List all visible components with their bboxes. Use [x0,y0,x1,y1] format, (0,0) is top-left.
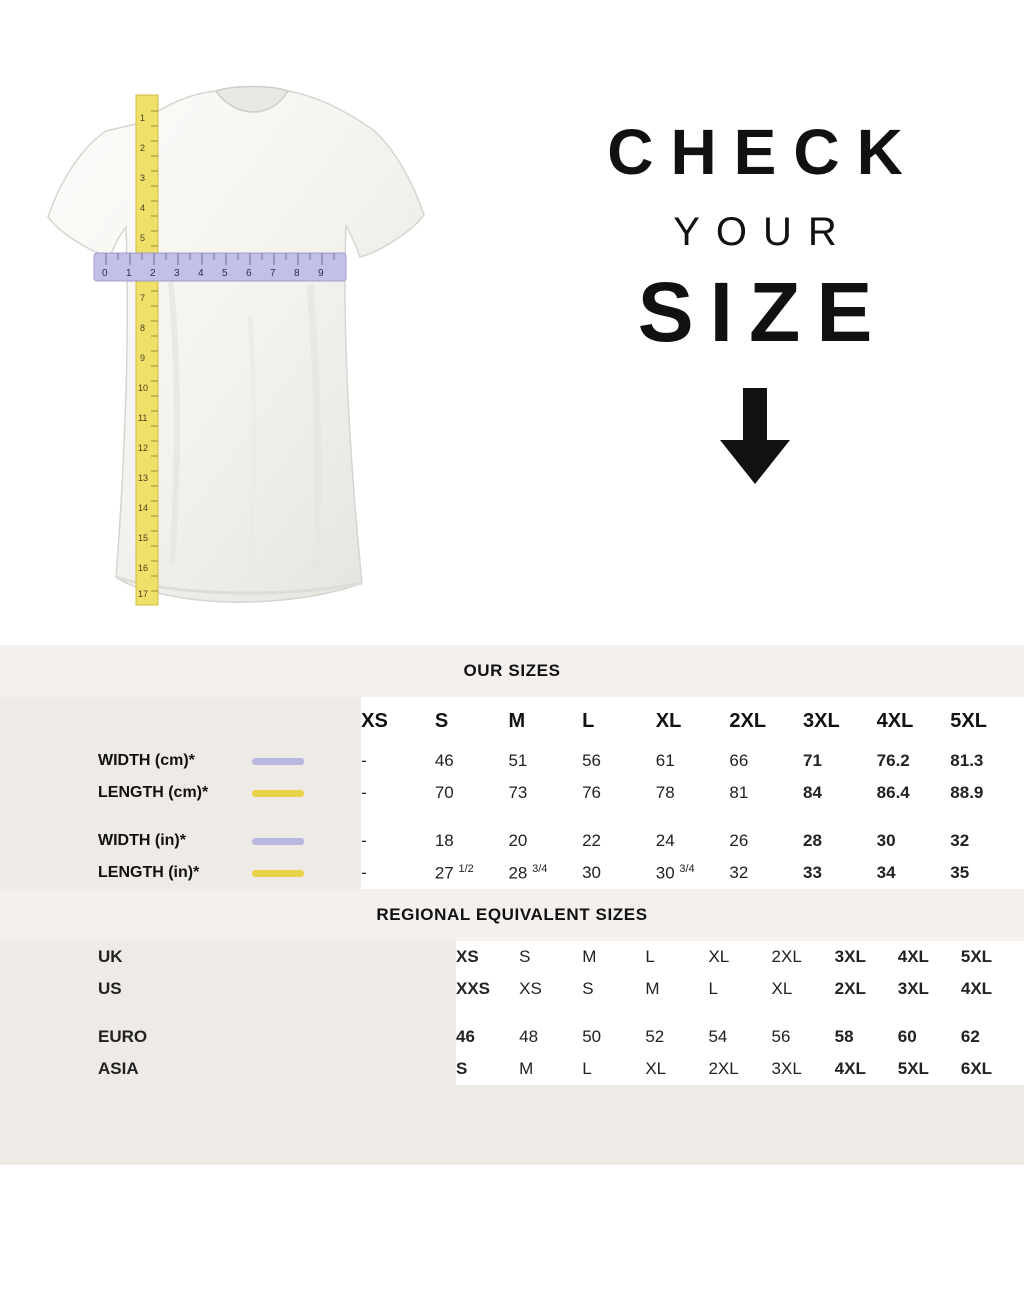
size-col-m: M [508,697,582,745]
cell: L [645,941,708,973]
arrow-down-icon [716,388,794,484]
cell: - [361,777,435,809]
svg-text:4: 4 [198,268,204,279]
row-label-text: LENGTH (in)* [98,864,200,881]
row-label-text: LENGTH (cm)* [98,784,209,801]
cell: XS [456,941,519,973]
cell: 33 [803,857,877,889]
cell: 34 [877,857,951,889]
svg-text:3: 3 [174,268,180,279]
cell: L [708,973,771,1005]
size-col-s: S [435,697,509,745]
row-label-length-cm [0,777,361,809]
cell: 76 [582,777,656,809]
cell: 81.3 [950,745,1024,777]
cell: 51 [508,745,582,777]
cell: 4XL [898,941,961,973]
svg-text:1: 1 [126,268,132,279]
header-spacer-cell [0,697,361,745]
our-sizes-title: OUR SIZES [0,645,1024,697]
cell: 22 [582,825,656,857]
row-spacer [0,1005,1024,1021]
size-col-5xl: 5XL [950,697,1024,745]
svg-text:14: 14 [138,503,149,513]
table-row [0,973,1024,1005]
row-label-uk: UK [0,941,456,973]
cell: 3XL [898,973,961,1005]
regional-sizes-title: REGIONAL EQUIVALENT SIZES [0,889,1024,941]
cell: 2XL [772,941,835,973]
cell: 30 [582,857,656,889]
headline-check: CHECK [607,116,920,188]
headline-block [520,116,990,489]
row-label-text: WIDTH (in)* [98,832,186,849]
cell: XS [519,973,582,1005]
regional-sizes-table [0,941,1024,1085]
cell: 56 [772,1021,835,1053]
cell: 52 [645,1021,708,1053]
cell: 81 [729,777,803,809]
cell: XL [708,941,771,973]
svg-text:0: 0 [102,268,108,279]
svg-text:9: 9 [140,353,146,363]
cell: 50 [582,1021,645,1053]
width-swatch-icon [252,838,304,845]
cell: 76.2 [877,745,951,777]
cell: M [519,1053,582,1085]
cell: 58 [835,1021,898,1053]
svg-text:15: 15 [138,533,149,543]
cell: 20 [508,825,582,857]
table-row [0,857,1024,889]
cell: - [361,745,435,777]
cell: XL [772,973,835,1005]
cell: 32 [729,857,803,889]
row-label-asia: ASIA [0,1053,456,1085]
cell: 88.9 [950,777,1024,809]
tshirt-graphic [20,75,490,635]
cell: 5XL [898,1053,961,1085]
cell: S [519,941,582,973]
cell: 2XL [835,973,898,1005]
headline-size: SIZE [637,265,889,359]
size-col-3xl: 3XL [803,697,877,745]
tshirt-illustration [20,75,490,635]
cell: M [582,941,645,973]
length-swatch-icon [252,870,304,877]
svg-text:7: 7 [140,293,146,303]
svg-text:9: 9 [318,268,324,279]
cell: 46 [456,1021,519,1053]
cell: 70 [435,777,509,809]
horizontal-ruler-icon [94,253,346,281]
cell: 78 [656,777,730,809]
svg-text:6: 6 [246,268,252,279]
cell: L [582,1053,645,1085]
vertical-tape-icon [136,95,158,605]
cell-length-in-xl: 30 $^{3/4}$ [656,857,730,889]
our-sizes-table [0,697,1024,889]
cell: XXS [456,973,519,1005]
cell: 73 [508,777,582,809]
svg-text:1: 1 [140,113,146,123]
svg-text:13: 13 [138,473,149,483]
cell: 4XL [961,973,1024,1005]
svg-text:10: 10 [138,383,149,393]
cell: 30 [877,825,951,857]
row-spacer [0,809,1024,825]
svg-text:4: 4 [140,203,146,213]
cell: 5XL [961,941,1024,973]
cell: - [361,825,435,857]
row-label-text: WIDTH (cm)* [98,752,195,769]
cell: 48 [519,1021,582,1053]
width-swatch-icon [252,758,304,765]
cell: 86.4 [877,777,951,809]
svg-text:2: 2 [150,268,156,279]
cell: 54 [708,1021,771,1053]
table-row [0,1021,1024,1053]
svg-text:11: 11 [138,413,148,423]
row-label-us: US [0,973,456,1005]
svg-text:7: 7 [270,268,276,279]
cell: 71 [803,745,877,777]
cell: 24 [656,825,730,857]
cell: 84 [803,777,877,809]
size-col-xl: XL [656,697,730,745]
svg-text:3: 3 [140,173,146,183]
cell: 62 [961,1021,1024,1053]
svg-text:5: 5 [140,233,146,243]
cell: S [582,973,645,1005]
cell: 6XL [961,1053,1024,1085]
svg-text:12: 12 [138,443,149,453]
svg-text:2: 2 [140,143,146,153]
size-col-xs: XS [361,697,435,745]
table-row [0,777,1024,809]
cell: 60 [898,1021,961,1053]
table-row [0,1053,1024,1085]
table-row [0,745,1024,777]
cell: 4XL [835,1053,898,1085]
size-col-4xl: 4XL [877,697,951,745]
size-table-section [0,645,1024,1165]
cell: S [456,1053,519,1085]
size-col-l: L [582,697,656,745]
svg-text:5: 5 [222,268,228,279]
headline-your: YOUR [673,210,853,254]
row-label-length-in [0,857,361,889]
cell: 28 [803,825,877,857]
row-label-width-in [0,825,361,857]
cell: 66 [729,745,803,777]
svg-text:17: 17 [138,589,149,599]
cell: 46 [435,745,509,777]
table-row [0,825,1024,857]
row-label-euro: EURO [0,1021,456,1053]
bottom-whitespace [0,1165,1024,1310]
cell: - [361,857,435,889]
cell: 2XL [708,1053,771,1085]
svg-text:16: 16 [138,563,149,573]
cell: 26 [729,825,803,857]
table-row [0,941,1024,973]
hero-section [0,0,1024,645]
cell: 32 [950,825,1024,857]
size-col-2xl: 2XL [729,697,803,745]
cell: M [645,973,708,1005]
cell: 35 [950,857,1024,889]
cell: XL [645,1053,708,1085]
row-label-width-cm [0,745,361,777]
cell: 18 [435,825,509,857]
cell: 61 [656,745,730,777]
cell: 3XL [772,1053,835,1085]
cell: 56 [582,745,656,777]
cell: 3XL [835,941,898,973]
length-swatch-icon [252,790,304,797]
svg-text:8: 8 [294,268,300,279]
size-header-row [0,697,1024,745]
cell-length-in-m: 28 $^{3/4}$ [508,857,582,889]
cell-length-in-s: 27 $^{1/2}$ [435,857,509,889]
svg-text:8: 8 [140,323,146,333]
